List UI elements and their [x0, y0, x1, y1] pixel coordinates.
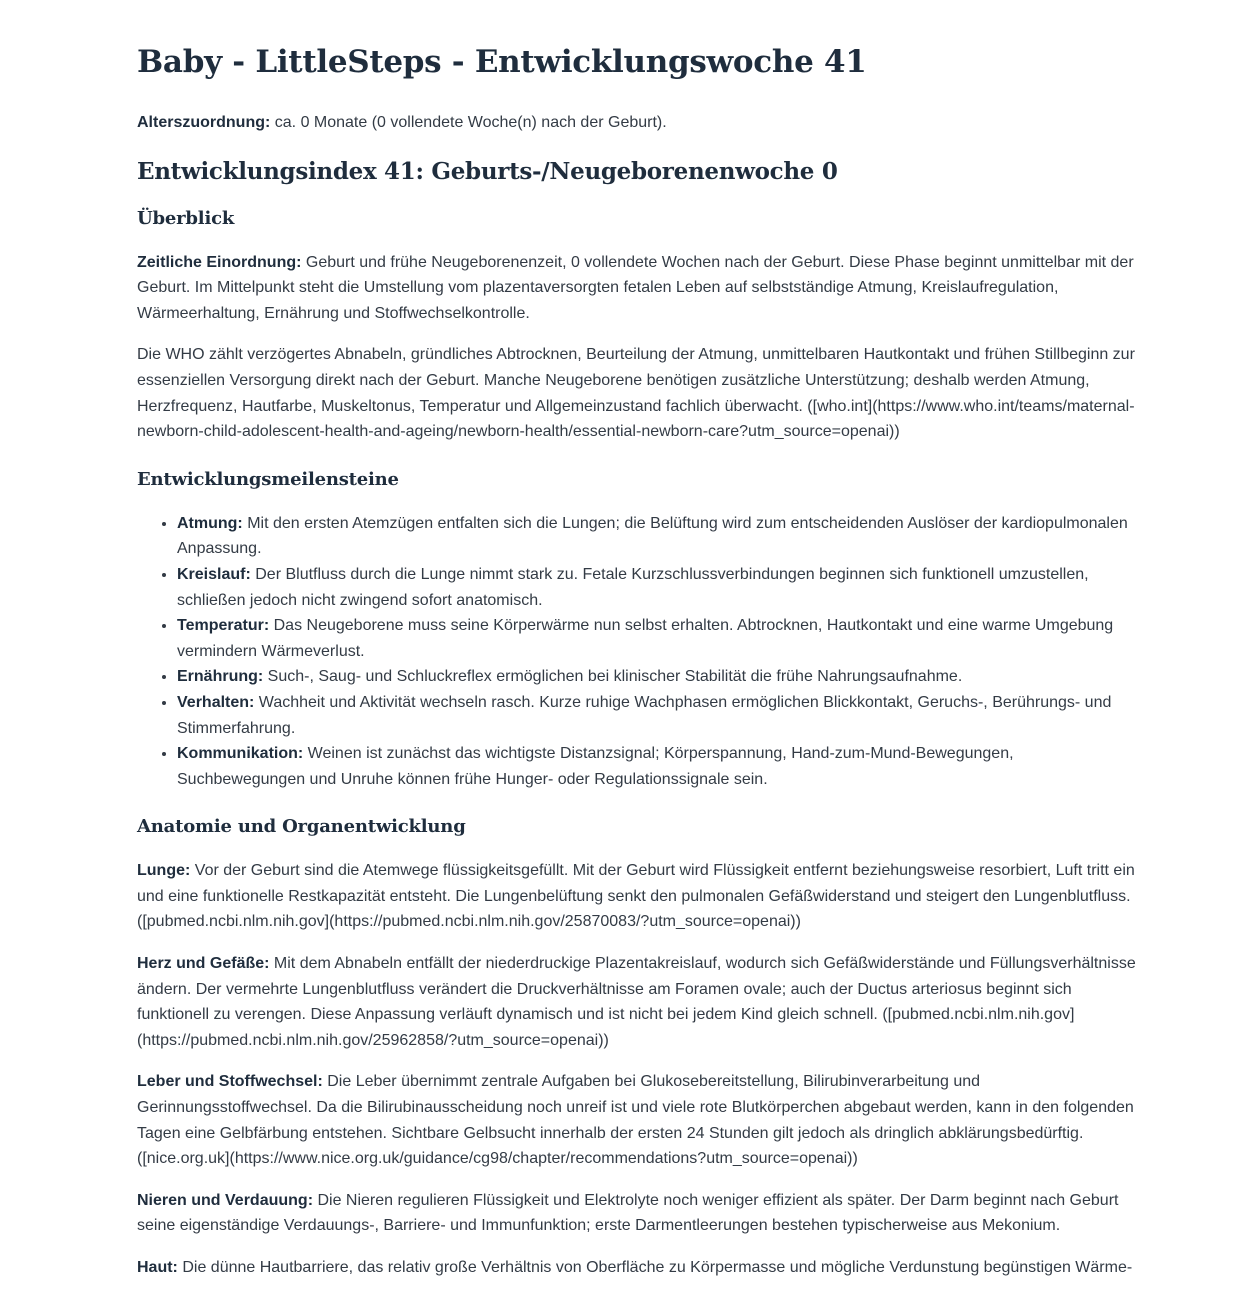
milestone-label: Ernährung: [177, 668, 264, 686]
milestone-label: Kommunikation: [177, 745, 304, 763]
anatomy-paragraph-kidney [137, 1188, 1137, 1239]
timing-label: Zeitliche Einordnung: [137, 253, 302, 271]
milestone-text: Wachheit und Aktivität wechseln rasch. Kurze ruhige Wachphasen ermöglichen Blickkontakt, Geruchs-, Berührungs- und Stimmerfahrung. [177, 693, 1112, 737]
anatomy-paragraph-skin [137, 1255, 1137, 1281]
milestones-heading: Entwicklungsmeilensteine [137, 468, 399, 490]
milestone-text: Mit den ersten Atemzügen entfalten sich die Lungen; die Belüftung wird zum entscheidenden Auslöser der kardiopulmonalen Anpassung. [177, 514, 1128, 558]
overview-paragraph-timing [137, 250, 1137, 327]
paragraph-label: Herz und Gefäße: [137, 955, 270, 973]
page-title: Baby - LittleSteps - Entwicklungswoche 41 [137, 44, 867, 80]
overview-paragraph-who: Die WHO zählt verzögertes Abnabeln, gründliches Abtrocknen, Beurteilung der Atmung, unmittelbaren Hautkontakt und frühen Stillbeginn zur essenziellen Versorgung direkt nach der Geburt. Manche Neugeborene benötigen zusätzliche Unterstützung; deshalb werden Atmung, Herzfrequenz, Hautfarbe, Muskeltonus, Temperatur und Allgemeinzustand fachlich überwacht. ([who.int](https://www.who.int/teams/maternal-newborn-child-adolescent-health-and-ageing/newborn-health/essential-newborn-care?utm_source=openai)) [137, 346, 1135, 441]
list-item [177, 511, 1137, 562]
list-item [177, 741, 1137, 792]
milestone-text: Der Blutfluss durch die Lunge nimmt stark zu. Fetale Kurzschlussverbindungen beginnen sich funktionell umzustellen, schließen jedoch nicht zwingend sofort anatomisch. [177, 565, 1089, 609]
list-item [177, 664, 1137, 690]
age-label: Alterszuordnung: [137, 114, 271, 131]
paragraph-text: Mit dem Abnabeln entfällt der niederdruckige Plazentakreislauf, wodurch sich Gefäßwiderstände und Füllungsverhältnisse ändern. Der vermehrte Lungenblutfluss verändert die Druckverhältnisse am Foramen ovale; auch der Ductus arteriosus beginnt sich funktionell zu verengen. Diese Anpassung verläuft dynamisch und ist nicht bei jedem Kind gleich schnell. ([pubmed.ncbi.nlm.nih.gov](https://pubmed.ncbi.nlm.nih.gov/25962858/?utm_source=openai)) [137, 955, 1136, 1049]
anatomy-paragraph-lung [137, 858, 1137, 935]
paragraph-text: Vor der Geburt sind die Atemwege flüssigkeitsgefüllt. Mit der Geburt wird Flüssigkeit entfernt beziehungsweise resorbiert, Luft tritt ein und eine funktionelle Restkapazität entsteht. Die Lungenbelüftung senkt den pulmonalen Gefäßwiderstand und steigert den Lungenblutfluss. ([pubmed.ncbi.nlm.nih.gov](https://pubmed.ncbi.nlm.nih.gov/25870083/?utm_source=openai)) [137, 862, 1135, 931]
list-item [177, 613, 1137, 664]
milestone-label: Kreislauf: [177, 565, 251, 583]
anatomy-paragraph-heart [137, 951, 1137, 1053]
list-item [177, 562, 1137, 613]
anatomy-paragraph-liver [137, 1069, 1137, 1171]
list-item [177, 690, 1137, 741]
milestone-label: Atmung: [177, 514, 243, 532]
age-assignment [137, 110, 1137, 136]
paragraph-label: Haut: [137, 1259, 178, 1276]
index-heading: Entwicklungsindex 41: Geburts-/Neugeborenenwoche 0 [137, 157, 838, 185]
age-text: ca. 0 Monate (0 vollendete Woche(n) nach der Geburt). [270, 114, 667, 131]
timing-text: Geburt und frühe Neugeborenenzeit, 0 vollendete Wochen nach der Geburt. Diese Phase beginnt unmittelbar mit der Geburt. Im Mittelpunkt steht die Umstellung vom plazentaversorgten fetalen Leben auf selbstständige Atmung, Kreislaufregulation, Wärmeerhaltung, Ernährung und Stoffwechselkontrolle. [137, 253, 1134, 322]
paragraph-text: Die dünne Hautbarriere, das relativ große Verhältnis von Oberfläche zu Körpermasse und mögliche Verdunstung begünstigen Wärme- [177, 1259, 1133, 1276]
milestone-text: Weinen ist zunächst das wichtigste Distanzsignal; Körperspannung, Hand-zum-Mund-Bewegungen, Suchbewegungen und Unruhe können frühe Hunger- oder Regulationssignale sein. [177, 745, 1014, 788]
paragraph-text: Die Nieren regulieren Flüssigkeit und Elektrolyte noch weniger effizient als später. Der Darm beginnt nach Geburt seine eigenständige Verdauungs-, Barriere- und Immunfunktion; erste Darmentleerungen bestehen typischerweise aus Mekonium. [137, 1191, 1119, 1235]
milestone-text: Das Neugeborene muss seine Körperwärme nun selbst erhalten. Abtrocknen, Hautkontakt und eine warme Umgebung vermindern Wärmeverlust. [177, 617, 1114, 660]
milestone-label: Temperatur: [177, 617, 270, 635]
milestones-list [137, 511, 1137, 793]
milestone-text: Such-, Saug- und Schluckreflex ermöglichen bei klinischer Stabilität die frühe Nahrungsaufnahme. [263, 668, 963, 686]
paragraph-label: Nieren und Verdauung: [137, 1191, 314, 1209]
anatomy-heading: Anatomie und Organentwicklung [137, 816, 466, 838]
paragraph-label: Leber und Stoffwechsel: [137, 1073, 323, 1091]
overview-heading: Überblick [137, 207, 235, 229]
paragraph-label: Lunge: [137, 862, 191, 880]
paragraph-text: Die Leber übernimmt zentrale Aufgaben bei Glukosebereitstellung, Bilirubinverarbeitung und Gerinnungsstoffwechsel. Da die Bilirubinausscheidung noch unreif ist und viele rote Blutkörperchen abgebaut werden, kann in den folgenden Tagen eine Gelbfärbung entstehen. Sichtbare Gelbsucht innerhalb der ersten 24 Stunden gilt jedoch als dringlich abklärungsbedürftig. ([nice.org.uk](https://www.nice.org.uk/guidance/cg98/chapter/recommendations?utm_source=openai)) [137, 1073, 1134, 1168]
document-page [137, 40, 1137, 1297]
milestone-label: Verhalten: [177, 693, 255, 711]
